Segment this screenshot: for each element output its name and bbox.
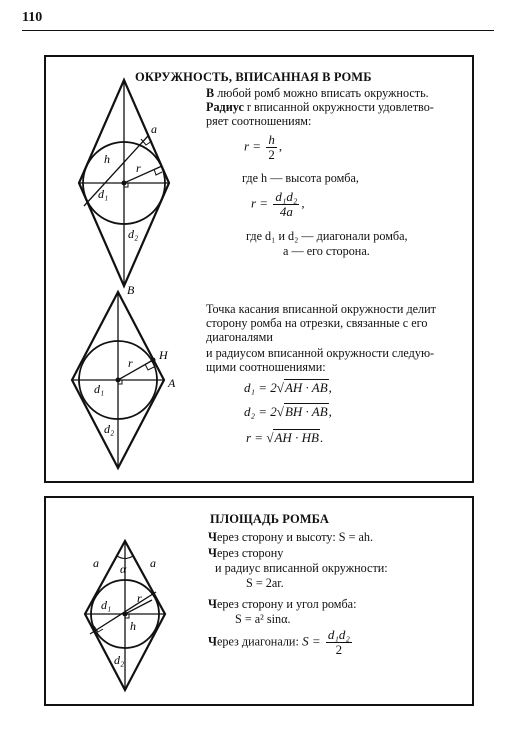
area-formula-2ar: S = 2ar. (246, 576, 284, 590)
area-side-radius: Через сторону (208, 546, 284, 560)
label-d1: d₁ (98, 187, 109, 201)
tangent-line-5: щими соотношениями: (206, 360, 326, 374)
area-formula-sin: S = a² sinα. (235, 612, 291, 626)
tangent-line-3: диагоналями (206, 330, 273, 344)
formula-r-d: r = $\frac{\text{d₁d₂}}{4a}$ , (251, 189, 305, 219)
section1-title: ОКРУЖНОСТЬ, ВПИСАННАЯ В РОМБ (135, 70, 372, 84)
label-B: B (127, 283, 135, 297)
label-d2: d₂ (104, 422, 115, 436)
label-a-right: a (150, 556, 156, 570)
label-d2: d₂ (128, 227, 139, 241)
area-side-angle: Через сторону и угол ромба: (208, 597, 357, 611)
label-H: H (159, 348, 168, 362)
label-d2: d₂ (114, 653, 125, 667)
page-number: 110 (22, 10, 43, 25)
intro-line: В любой ромб можно вписать окружность. (206, 86, 429, 100)
area-side-height: Через сторону и высоту: S = ah. (208, 530, 374, 544)
label-d1: d₁ (94, 382, 105, 396)
formula-d1: d₁ = 2√AH · AB, (244, 380, 332, 395)
label-h: h (104, 152, 110, 166)
label-a: a (151, 122, 157, 136)
where-side: a — его сторона. (283, 244, 370, 258)
tangent-line-2: сторону ромба на отрезки, связанные с его (206, 316, 428, 330)
label-r: r (128, 356, 133, 370)
label-alpha: α (120, 562, 127, 576)
label-a-left: a (93, 556, 99, 570)
label-h: h (130, 619, 136, 633)
label-d1: d₁ (101, 598, 112, 612)
area-side-radius-2: и радиус вписанной окружности: (215, 561, 388, 575)
where-diagonals: где d₁ и d₂ — диагонали ромба, (246, 229, 408, 243)
formula-r-h: r = $\frac{h}{2}$ , (244, 132, 283, 162)
tangent-line-1: Точка касания вписанной окружности делит (206, 302, 436, 316)
radius-line-2: ряет соотношениям: (206, 114, 312, 128)
formula-r-ah-hb: r = √AH · HB. (246, 430, 324, 445)
section2-title: ПЛОЩАДЬ РОМБА (210, 512, 330, 526)
radius-line: Радиус r вписанной окружности удовлетво- (206, 100, 434, 114)
label-r: r (137, 591, 142, 605)
label-A: A (168, 376, 176, 390)
tangent-line-4: и радиусом вписанной окружности следую- (206, 346, 435, 360)
formula-d2: d₂ = 2√BH · AB, (244, 404, 332, 419)
area-diagonals: Через диагонали: S = $\frac{\text{d₁d₂}}{2}$ (208, 627, 350, 657)
label-r: r (136, 161, 141, 175)
center-dot (123, 612, 128, 617)
where-h: где h — высота ромба, (242, 171, 359, 185)
